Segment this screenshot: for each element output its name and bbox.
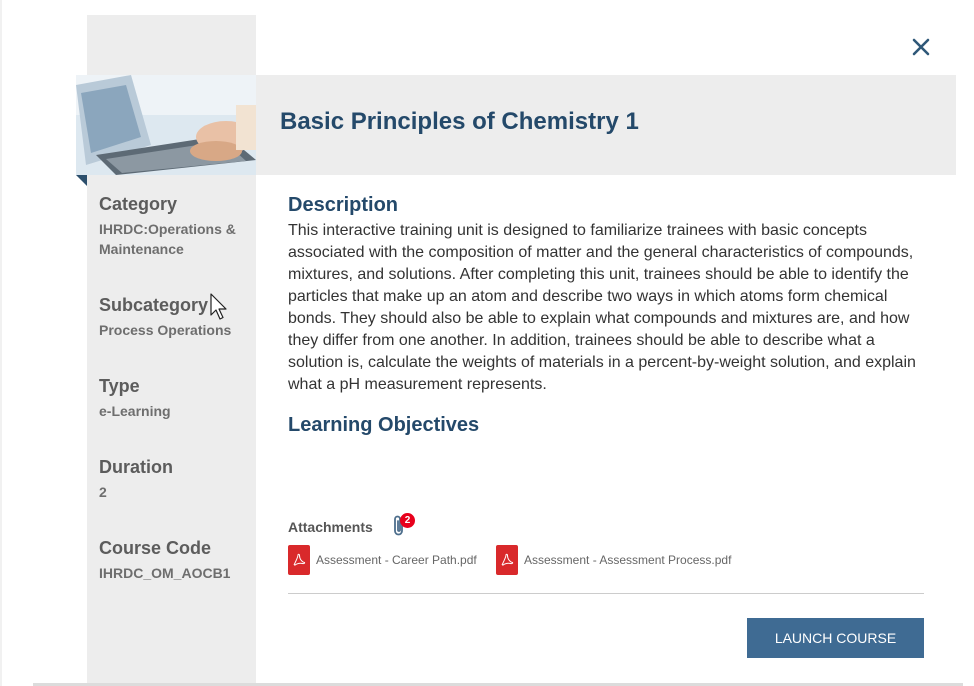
- mouse-cursor-icon: [210, 293, 230, 321]
- meta-duration: [99, 456, 249, 502]
- meta-category: [99, 193, 249, 259]
- course-thumbnail: [76, 75, 256, 175]
- title-band: [256, 75, 956, 175]
- attachment-file-name: Assessment - Assessment Process.pdf: [524, 553, 732, 567]
- description-heading: Description: [288, 194, 399, 216]
- close-button[interactable]: [906, 32, 936, 62]
- type-label: Type: [99, 376, 140, 396]
- subcategory-value: Process Operations: [99, 322, 232, 338]
- pdf-icon: [496, 545, 518, 575]
- subcategory-label: Subcategory: [99, 295, 209, 315]
- attachments-label: Attachments: [288, 519, 373, 535]
- meta-type: [99, 375, 249, 421]
- category-value: IHRDC:Operations & Maintenance: [99, 221, 236, 257]
- duration-value: 2: [99, 484, 107, 500]
- learning-objectives-heading: Learning Objectives: [288, 414, 480, 436]
- attachment-count-badge: 2: [400, 513, 415, 528]
- attachment-file-1[interactable]: [288, 545, 477, 575]
- close-icon: [912, 38, 930, 56]
- description-text: This interactive training unit is designed to familiarize trainees with basic concepts associated with the composition of matter and the general characteristics of compounds, mixtures, and solutions. After completing this unit, trainees should be able to identify the particles that make up an atom and describe two ways in which atoms form chemical bonds. They should also be able to explain what compounds and mixtures are, and how they differ from one another. In addition, trainees should be able to describe what a solution is, calculate the weights of materials in a percent-by-weight solution, and explain what a pH measurement represents.: [288, 222, 916, 393]
- page-edge: [0, 0, 2, 686]
- pdf-icon: [288, 545, 310, 575]
- attachment-file-name: Assessment - Career Path.pdf: [316, 553, 477, 567]
- meta-course-code: [99, 537, 249, 583]
- course-code-label: Course Code: [99, 538, 212, 558]
- type-value: e-Learning: [99, 403, 171, 419]
- divider: [288, 593, 924, 594]
- attachment-file-2[interactable]: [496, 545, 731, 575]
- course-code-value: IHRDC_OM_AOCB1: [99, 565, 231, 581]
- thumbnail-corner: [76, 175, 87, 186]
- launch-course-button[interactable]: LAUNCH COURSE: [747, 618, 924, 658]
- course-title: Basic Principles of Chemistry 1: [280, 108, 639, 135]
- duration-label: Duration: [99, 457, 173, 477]
- category-label: Category: [99, 194, 178, 214]
